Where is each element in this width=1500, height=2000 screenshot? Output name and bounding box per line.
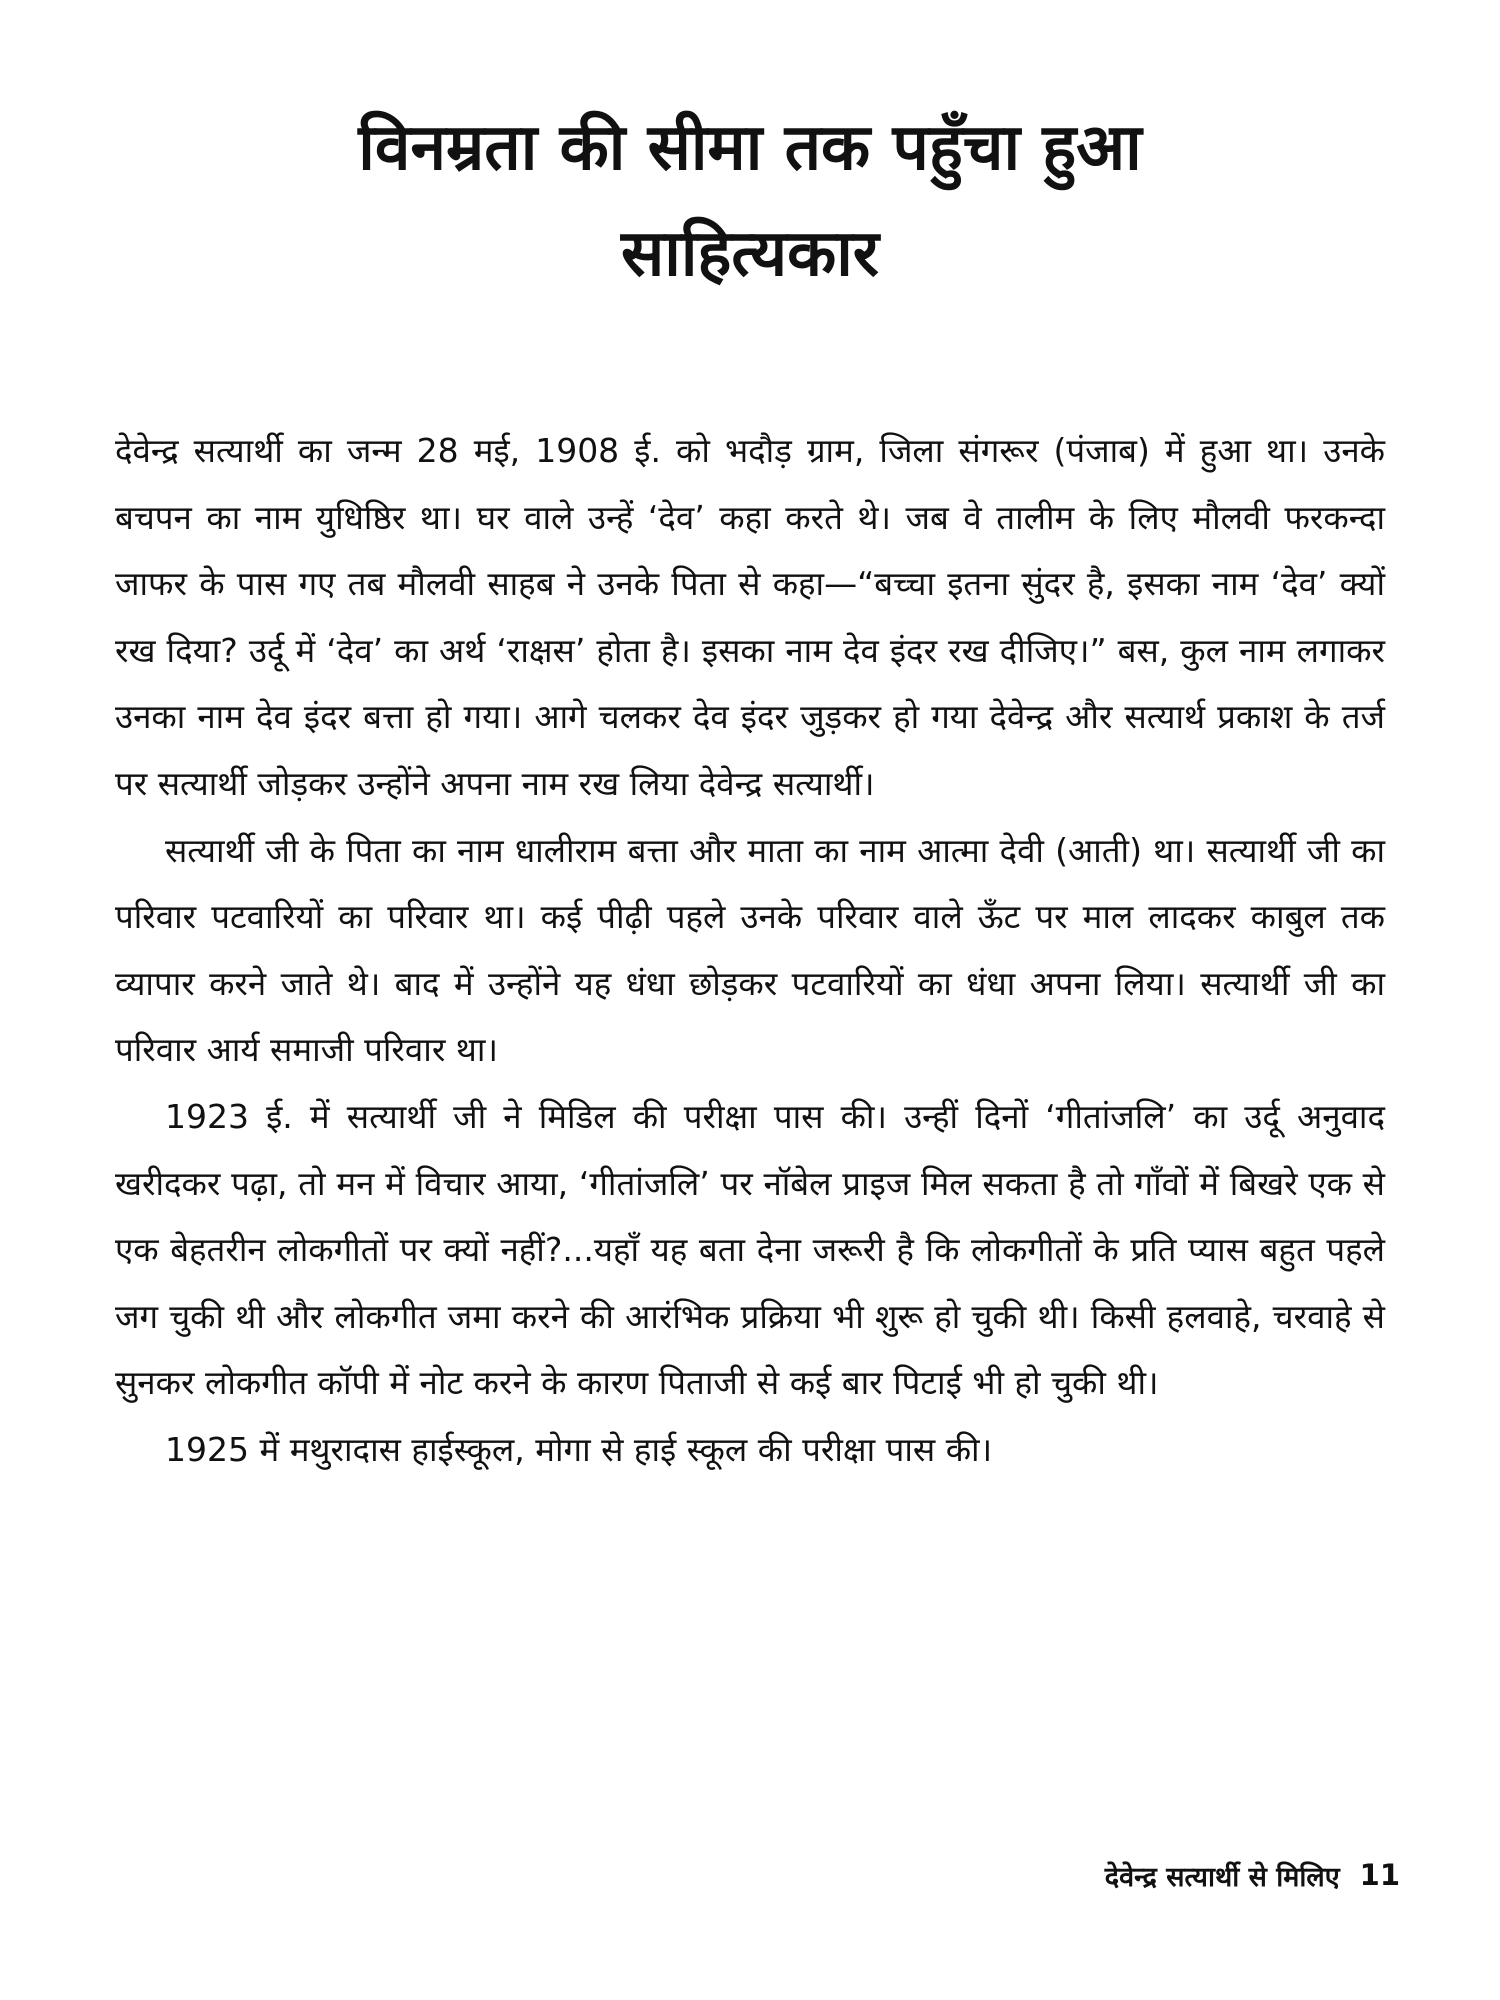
- page-number: 11: [1359, 1858, 1400, 1892]
- chapter-title: [140, 95, 1360, 307]
- chapter-title-line-1: विनम्रता की सीमा तक पहुँचा हुआ: [358, 111, 1142, 185]
- paragraph-1: देवेन्द्र सत्यार्थी का जन्म 28 मई, 1908 ई. को भदौड़ ग्राम, जिला संगरूर (पंजाब) में हुआ था। उनके बचपन का नाम युधिष्ठिर था। घर वाले उन्हें ‘देव’ कहा करते थे। जब वे तालीम के लिए मौलवी फरकन्दा जाफर के पास गए तब मौलवी साहब ने उनके पिता से कहा—“बच्चा इतना सुंदर है, इसका नाम ‘देव’ क्यों रख दिया? उर्दू में ‘देव’ का अर्थ ‘राक्षस’ होता है। इसका नाम देव इंदर रख दीजिए।” बस, कुल नाम लगाकर उनका नाम देव इंदर बत्ता हो गया। आगे चलकर देव इंदर जुड़कर हो गया देवेन्द्र और सत्यार्थ प्रकाश के तर्ज पर सत्यार्थी जोड़कर उन्होंने अपना नाम रख लिया देवेन्द्र सत्यार्थी।: [115, 431, 1385, 803]
- chapter-title-line-2: साहित्यकार: [621, 217, 879, 291]
- paragraph-4: 1925 में मथुरादास हाईस्कूल, मोगा से हाई स्कूल की परीक्षा पास की।: [165, 1429, 993, 1469]
- body-text: [115, 418, 1385, 1484]
- paragraph-2: सत्यार्थी जी के पिता का नाम धालीराम बत्ता और माता का नाम आत्मा देवी (आती) था। सत्यार्थी जी का परिवार पटवारियों का परिवार था। कई पीढ़ी पहले उनके परिवार वाले ऊँट पर माल लादकर काबुल तक व्यापार करने जाते थे। बाद में उन्होंने यह धंधा छोड़कर पटवारियों का धंधा अपना लिया। सत्यार्थी जी का परिवार आर्य समाजी परिवार था।: [115, 830, 1385, 1070]
- paragraph-3: 1923 ई. में सत्यार्थी जी ने मिडिल की परीक्षा पास की। उन्हीं दिनों ‘गीतांजलि’ का उर्दू अनुवाद खरीदकर पढ़ा, तो मन में विचार आया, ‘गीतांजलि’ पर नॉबेल प्राइज मिल सकता है तो गाँवों में बिखरे एक से एक बेहतरीन लोकगीतों पर क्यों नहीं?...यहाँ यह बता देना जरूरी है कि लोकगीतों के प्रति प्यास बहुत पहले जग चुकी थी और लोकगीत जमा करने की आरंभिक प्रक्रिया भी शुरू हो चुकी थी। किसी हलवाहे, चरवाहे से सुनकर लोकगीत कॉपी में नोट करने के कारण पिताजी से कई बार पिटाई भी हो चुकी थी।: [115, 1096, 1385, 1403]
- running-title: देवेन्द्र सत्यार्थी से मिलिए: [1104, 1861, 1340, 1893]
- page-footer: [1105, 1855, 1400, 1895]
